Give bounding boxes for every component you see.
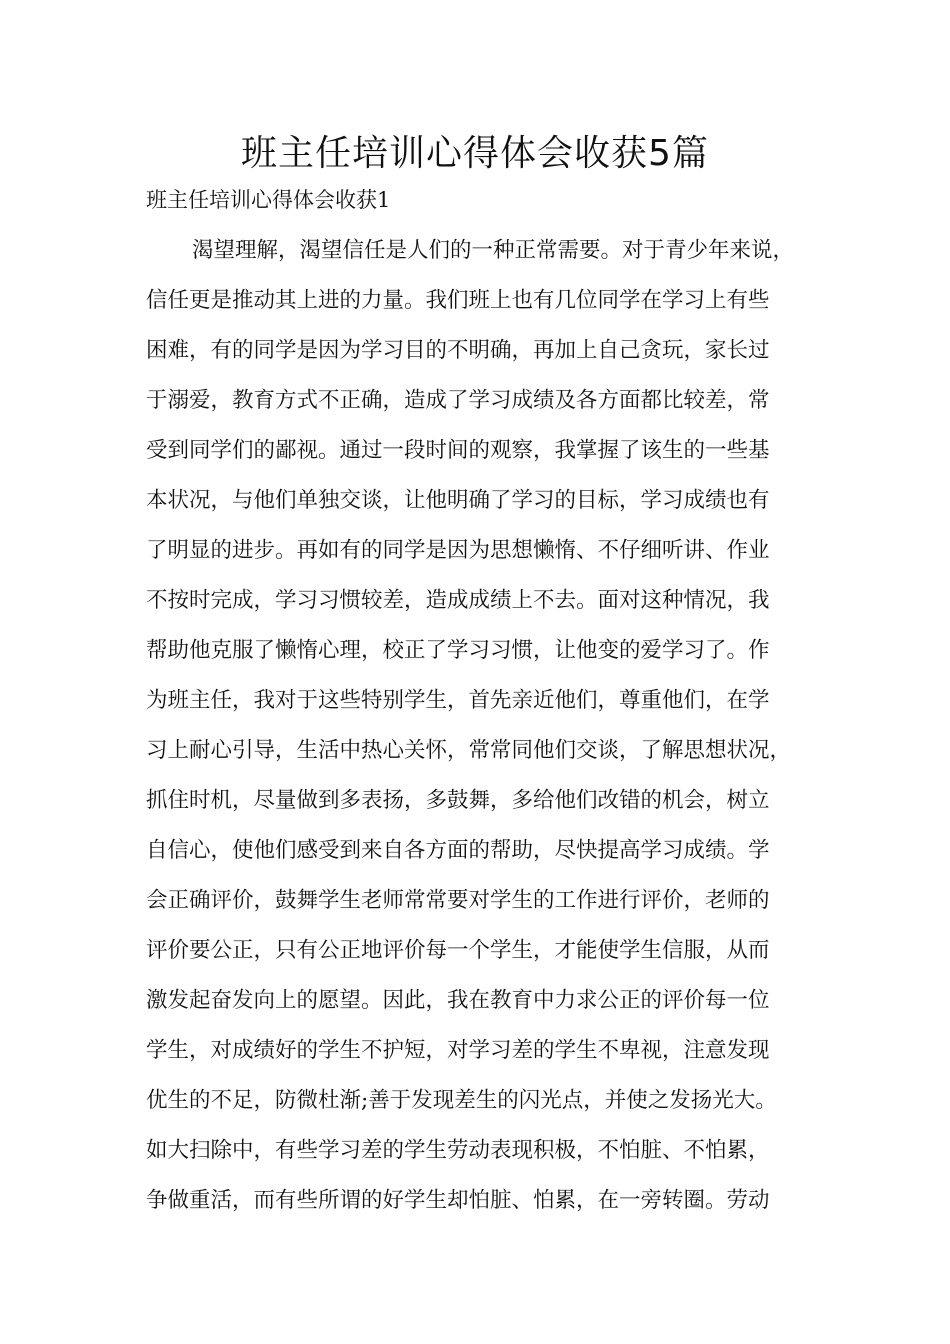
paragraph-line: 争做重活，而有些所谓的好学生却怕脏、怕累，在一旁转圈。劳动 xyxy=(146,1188,770,1213)
paragraph-line: 于溺爱，教育方式不正确，造成了学习成绩及各方面都比较差，常 xyxy=(146,388,770,413)
paragraph-line: 会正确评价，鼓舞学生老师常常要对学生的工作进行评价，老师的 xyxy=(146,888,770,913)
paragraph-line: 渴望理解，渴望信任是人们的一种正常需要。对于青少年来说， xyxy=(192,238,795,263)
paragraph-line: 习上耐心引导，生活中热心关怀，常常同他们交谈，了解思想状况， xyxy=(146,738,792,763)
paragraph-line: 帮助他克服了懒惰心理，校正了学习习惯，让他变的爱学习了。作 xyxy=(146,638,770,663)
paragraph-line: 本状况，与他们单独交谈，让他明确了学习的目标，学习成绩也有 xyxy=(146,488,770,513)
paragraph-line: 抓住时机，尽量做到多表扬，多鼓舞，多给他们改错的机会，树立 xyxy=(146,788,770,813)
paragraph-line: 为班主任，我对于这些特别学生，首先亲近他们，尊重他们，在学 xyxy=(146,688,770,713)
paragraph-line: 了明显的进步。再如有的同学是因为思想懒惰、不仔细听讲、作业 xyxy=(146,538,770,563)
paragraph-line: 困难，有的同学是因为学习目的不明确，再加上自己贪玩，家长过 xyxy=(146,338,770,363)
paragraph-line: 激发起奋发向上的愿望。因此，我在教育中力求公正的评价每一位 xyxy=(146,988,770,1013)
paragraph-line: 评价要公正，只有公正地评价每一个学生，才能使学生信服，从而 xyxy=(146,938,770,963)
paragraph-line: 自信心，使他们感受到来自各方面的帮助，尽快提高学习成绩。学 xyxy=(146,838,770,863)
paragraph-line: 信任更是推动其上进的力量。我们班上也有几位同学在学习上有些 xyxy=(146,288,770,313)
paragraph-line: 如大扫除中，有些学习差的学生劳动表现积极，不怕脏、不怕累， xyxy=(146,1138,770,1163)
paragraph-line: 不按时完成，学习习惯较差，造成成绩上不去。面对这种情况，我 xyxy=(146,588,770,613)
paragraph-line: 优生的不足，防微杜渐;善于发现差生的闪光点，并使之发扬光大。 xyxy=(146,1088,777,1113)
document-title: 班主任培训心得体会收获5篇 xyxy=(241,133,709,174)
body-text xyxy=(146,234,836,1234)
section-heading: 班主任培训心得体会收获1 xyxy=(146,188,391,212)
paragraph-line: 受到同学们的鄙视。通过一段时间的观察，我掌握了该生的一些基 xyxy=(146,438,770,463)
paragraph-line: 学生，对成绩好的学生不护短，对学习差的学生不卑视，注意发现 xyxy=(146,1038,770,1063)
